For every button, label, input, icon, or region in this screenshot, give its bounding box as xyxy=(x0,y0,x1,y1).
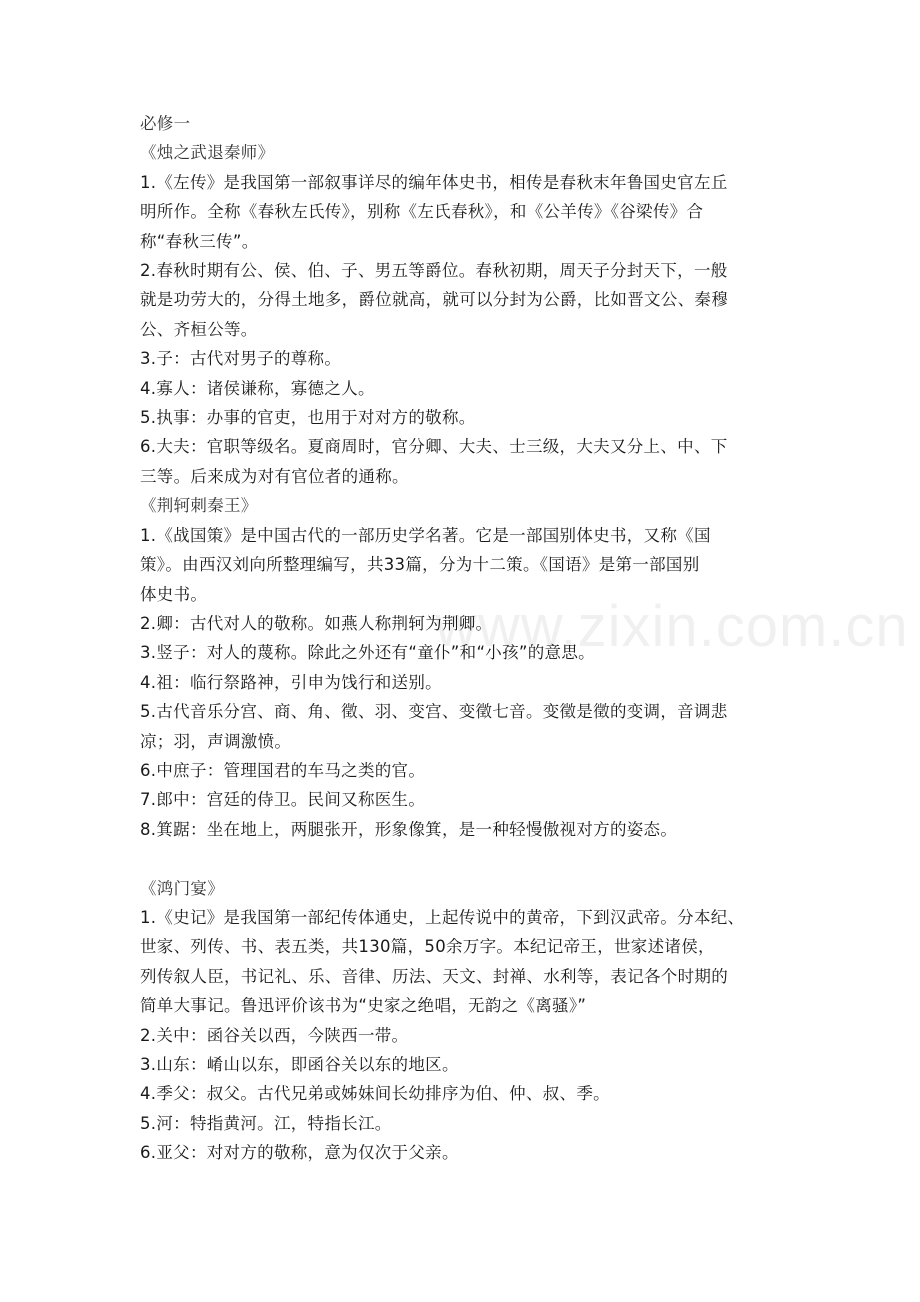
text-line: 7.郎中：宫廷的侍卫。民间又称医生。 xyxy=(140,790,426,810)
text-line: 8.箕踞：坐在地上，两腿张开，形象像箕，是一种轻慢傲视对方的姿态。 xyxy=(140,819,678,839)
section-title-zhuzhiwu: 《烛之武退秦师》 xyxy=(140,143,275,163)
text-line: 2.卿：古代对人的敬称。如燕人称荆轲为荆卿。 xyxy=(140,613,493,633)
blank-line xyxy=(140,844,785,873)
text-line: 列传叙人臣，书记礼、乐、音律、历法、天文、封禅、水利等，表记各个时期的 xyxy=(140,966,728,986)
text-line: 5.执事：办事的官吏，也用于对对方的敬称。 xyxy=(140,408,476,428)
text-line: 5.河：特指黄河。江，特指长江。 xyxy=(140,1113,392,1133)
text-line: 策》。由西汉刘向所整理编写，共33篇，分为十二策。《国语》是第一部国别 xyxy=(140,555,700,575)
text-line: 简单大事记。鲁迅评价该书为“史家之绝唱，无韵之《离骚》” xyxy=(140,996,587,1016)
doc-title: 必修一 xyxy=(140,114,191,133)
text-line: 3.山东：崤山以东，即函谷关以东的地区。 xyxy=(140,1054,459,1074)
text-line: 1.《史记》是我国第一部纪传体通史，上起传说中的黄帝，下到汉武帝。分本纪、 xyxy=(140,907,745,927)
text-line: 4.寡人：诸侯谦称，寡德之人。 xyxy=(140,378,375,398)
text-line: 6.亚父：对对方的敬称，意为仅次于父亲。 xyxy=(140,1143,459,1163)
section-title-hongmen: 《鸿门宴》 xyxy=(140,878,224,898)
text-line: 5.古代音乐分宫、商、角、徵、羽、变宫、变徵七音。变徵是徵的变调，音调悲 xyxy=(140,702,728,722)
text-line: 4.季父：叔父。古代兄弟或姊妹间长幼排序为伯、仲、叔、季。 xyxy=(140,1084,610,1104)
text-line: 3.子：古代对男子的尊称。 xyxy=(140,349,342,369)
text-line: 4.祖：临行祭路神，引申为饯行和送别。 xyxy=(140,672,442,692)
text-line: 公、齐桓公等。 xyxy=(140,319,258,339)
text-line: 体史书。 xyxy=(140,584,208,604)
document-page xyxy=(140,109,785,1168)
section-title-jingke: 《荆轲刺秦王》 xyxy=(140,496,258,516)
text-line: 6.大夫：官职等级名。夏商周时，官分卿、大夫、士三级，大夫又分上、中、下 xyxy=(140,437,728,457)
text-line: 世家、列传、书、表五类，共130篇，50余万字。本纪记帝王，世家述诸侯， xyxy=(140,937,715,957)
text-line: 1.《战国策》是中国古代的一部历史学名著。它是一部国别体史书，又称《国 xyxy=(140,525,711,545)
text-line: 凉；羽，声调激愤。 xyxy=(140,731,292,751)
text-line: 明所作。全称《春秋左氏传》，别称《左氏春秋》，和《公羊传》《谷梁传》合 xyxy=(140,202,704,222)
text-line: 3.竖子：对人的蔑称。除此之外还有“童仆”和“小孩”的意思。 xyxy=(140,643,595,663)
text-line: 就是功劳大的，分得土地多，爵位就高，就可以分封为公爵，比如晋文公、秦穆 xyxy=(140,290,728,310)
watermark: www.zixin.com.cn xyxy=(435,594,909,659)
text-line: 2.春秋时期有公、侯、伯、子、男五等爵位。春秋初期，周天子分封天下，一般 xyxy=(140,261,728,281)
text-line: 称“春秋三传”。 xyxy=(140,231,259,251)
text-line: 1.《左传》是我国第一部叙事详尽的编年体史书，相传是春秋末年鲁国史官左丘 xyxy=(140,172,728,192)
text-line: 2.关中：函谷关以西，今陕西一带。 xyxy=(140,1025,409,1045)
text-line: 6.中庶子：管理国君的车马之类的官。 xyxy=(140,760,426,780)
text-line: 三等。后来成为对有官位者的通称。 xyxy=(140,466,409,486)
